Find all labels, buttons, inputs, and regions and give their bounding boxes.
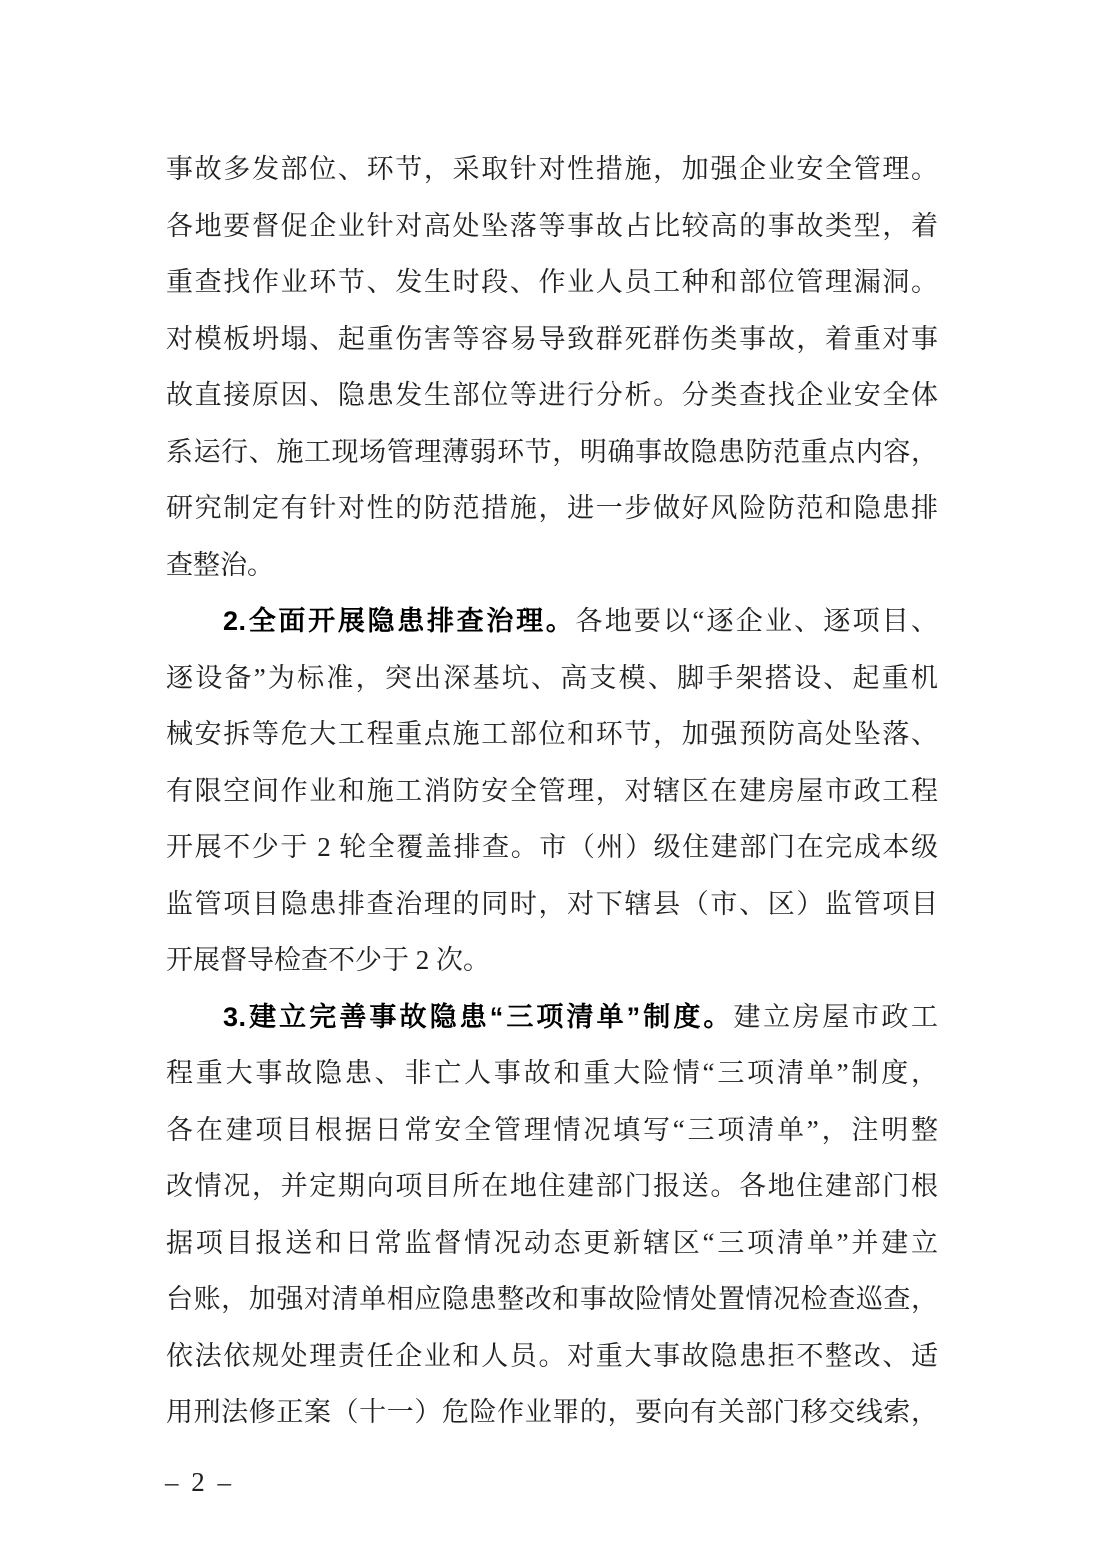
body-text: 有限空间作业和施工消防安全管理，对辖区在建房屋市政工程 [166,775,938,806]
text-line [166,1045,938,1102]
text-line [166,763,938,820]
text-line [166,1328,938,1385]
body-text: 各在建项目根据日常安全管理情况填写“三项清单”，注明整 [166,1114,938,1145]
body-text: 械安拆等危大工程重点施工部位和环节，加强预防高处坠落、 [166,719,938,749]
text-line [166,932,938,989]
body-text: 台账，加强对清单相应隐患整改和事故险情处置情况检查巡查， [166,1284,938,1314]
section-heading-text: 3.建立完善事故隐患“三项清单”制度。 [223,1001,734,1032]
paragraph-2-hidden-danger-investigation [166,593,938,989]
text-line [166,141,938,198]
body-text: 建立房屋市政工 [733,1001,938,1032]
text-line [166,480,938,537]
body-text: 程重大事故隐患、非亡人事故和重大险情“三项清单”制度， [166,1058,938,1088]
body-text: 各地要以“逐企业、逐项目、 [575,606,938,636]
body-text: 据项目报送和日常监督情况动态更新辖区“三项清单”并建立 [166,1227,938,1258]
body-text: 开展不少于 2 轮全覆盖排查。市（州）级住建部门在完成本级 [166,832,938,862]
body-text: 开展督导检查不少于 2 次。 [166,945,490,975]
text-line [166,1158,938,1215]
body-text: 对模板坍塌、起重伤害等容易导致群死群伤类事故，着重对事 [166,323,938,354]
paragraph-1-continuation [166,141,938,593]
text-line [166,1215,938,1272]
body-text: 各地要督促企业针对高处坠落等事故占比较高的事故类型，着 [166,210,938,241]
text-line [166,819,938,876]
body-text: 改情况，并定期向项目所在地住建部门报送。各地住建部门根 [166,1171,938,1201]
text-line [166,706,938,763]
body-text: 逐设备”为标准，突出深基坑、高支模、脚手架搭设、起重机 [166,662,938,693]
text-line [166,537,938,594]
text-line [166,367,938,424]
paragraph-3-three-lists-system [166,989,938,1441]
body-text: 用刑法修正案（十一）危险作业罪的，要向有关部门移交线索， [166,1397,938,1427]
body-text: 事故多发部位、环节，采取针对性措施，加强企业安全管理。 [166,154,938,184]
text-line [166,198,938,255]
text-line [166,1384,938,1441]
body-text: 查整治。 [166,549,274,580]
section-heading-text: 2.全面开展隐患排查治理。 [223,606,576,636]
body-text: 依法依规处理责任企业和人员。对重大事故隐患拒不整改、适 [166,1340,938,1371]
body-text: 系运行、施工现场管理薄弱环节，明确事故隐患防范重点内容， [166,436,938,467]
body-text: 监管项目隐患排查治理的同时，对下辖县（市、区）监管项目 [166,888,938,919]
text-line [166,254,938,311]
text-line [166,311,938,368]
text-line [166,424,938,481]
text-line [166,876,938,933]
body-text: 故直接原因、隐患发生部位等进行分析。分类查找企业安全体 [166,380,938,410]
body-text: 研究制定有针对性的防范措施，进一步做好风险防范和隐患排 [166,493,938,523]
text-line [166,593,938,650]
text-line [166,1102,938,1159]
text-line [166,1271,938,1328]
text-line [166,650,938,707]
body-text: 重查找作业环节、发生时段、作业人员工种和部位管理漏洞。 [166,267,938,297]
document-body [166,141,938,1441]
text-line [166,989,938,1046]
page-number: – 2 – [165,1467,234,1497]
